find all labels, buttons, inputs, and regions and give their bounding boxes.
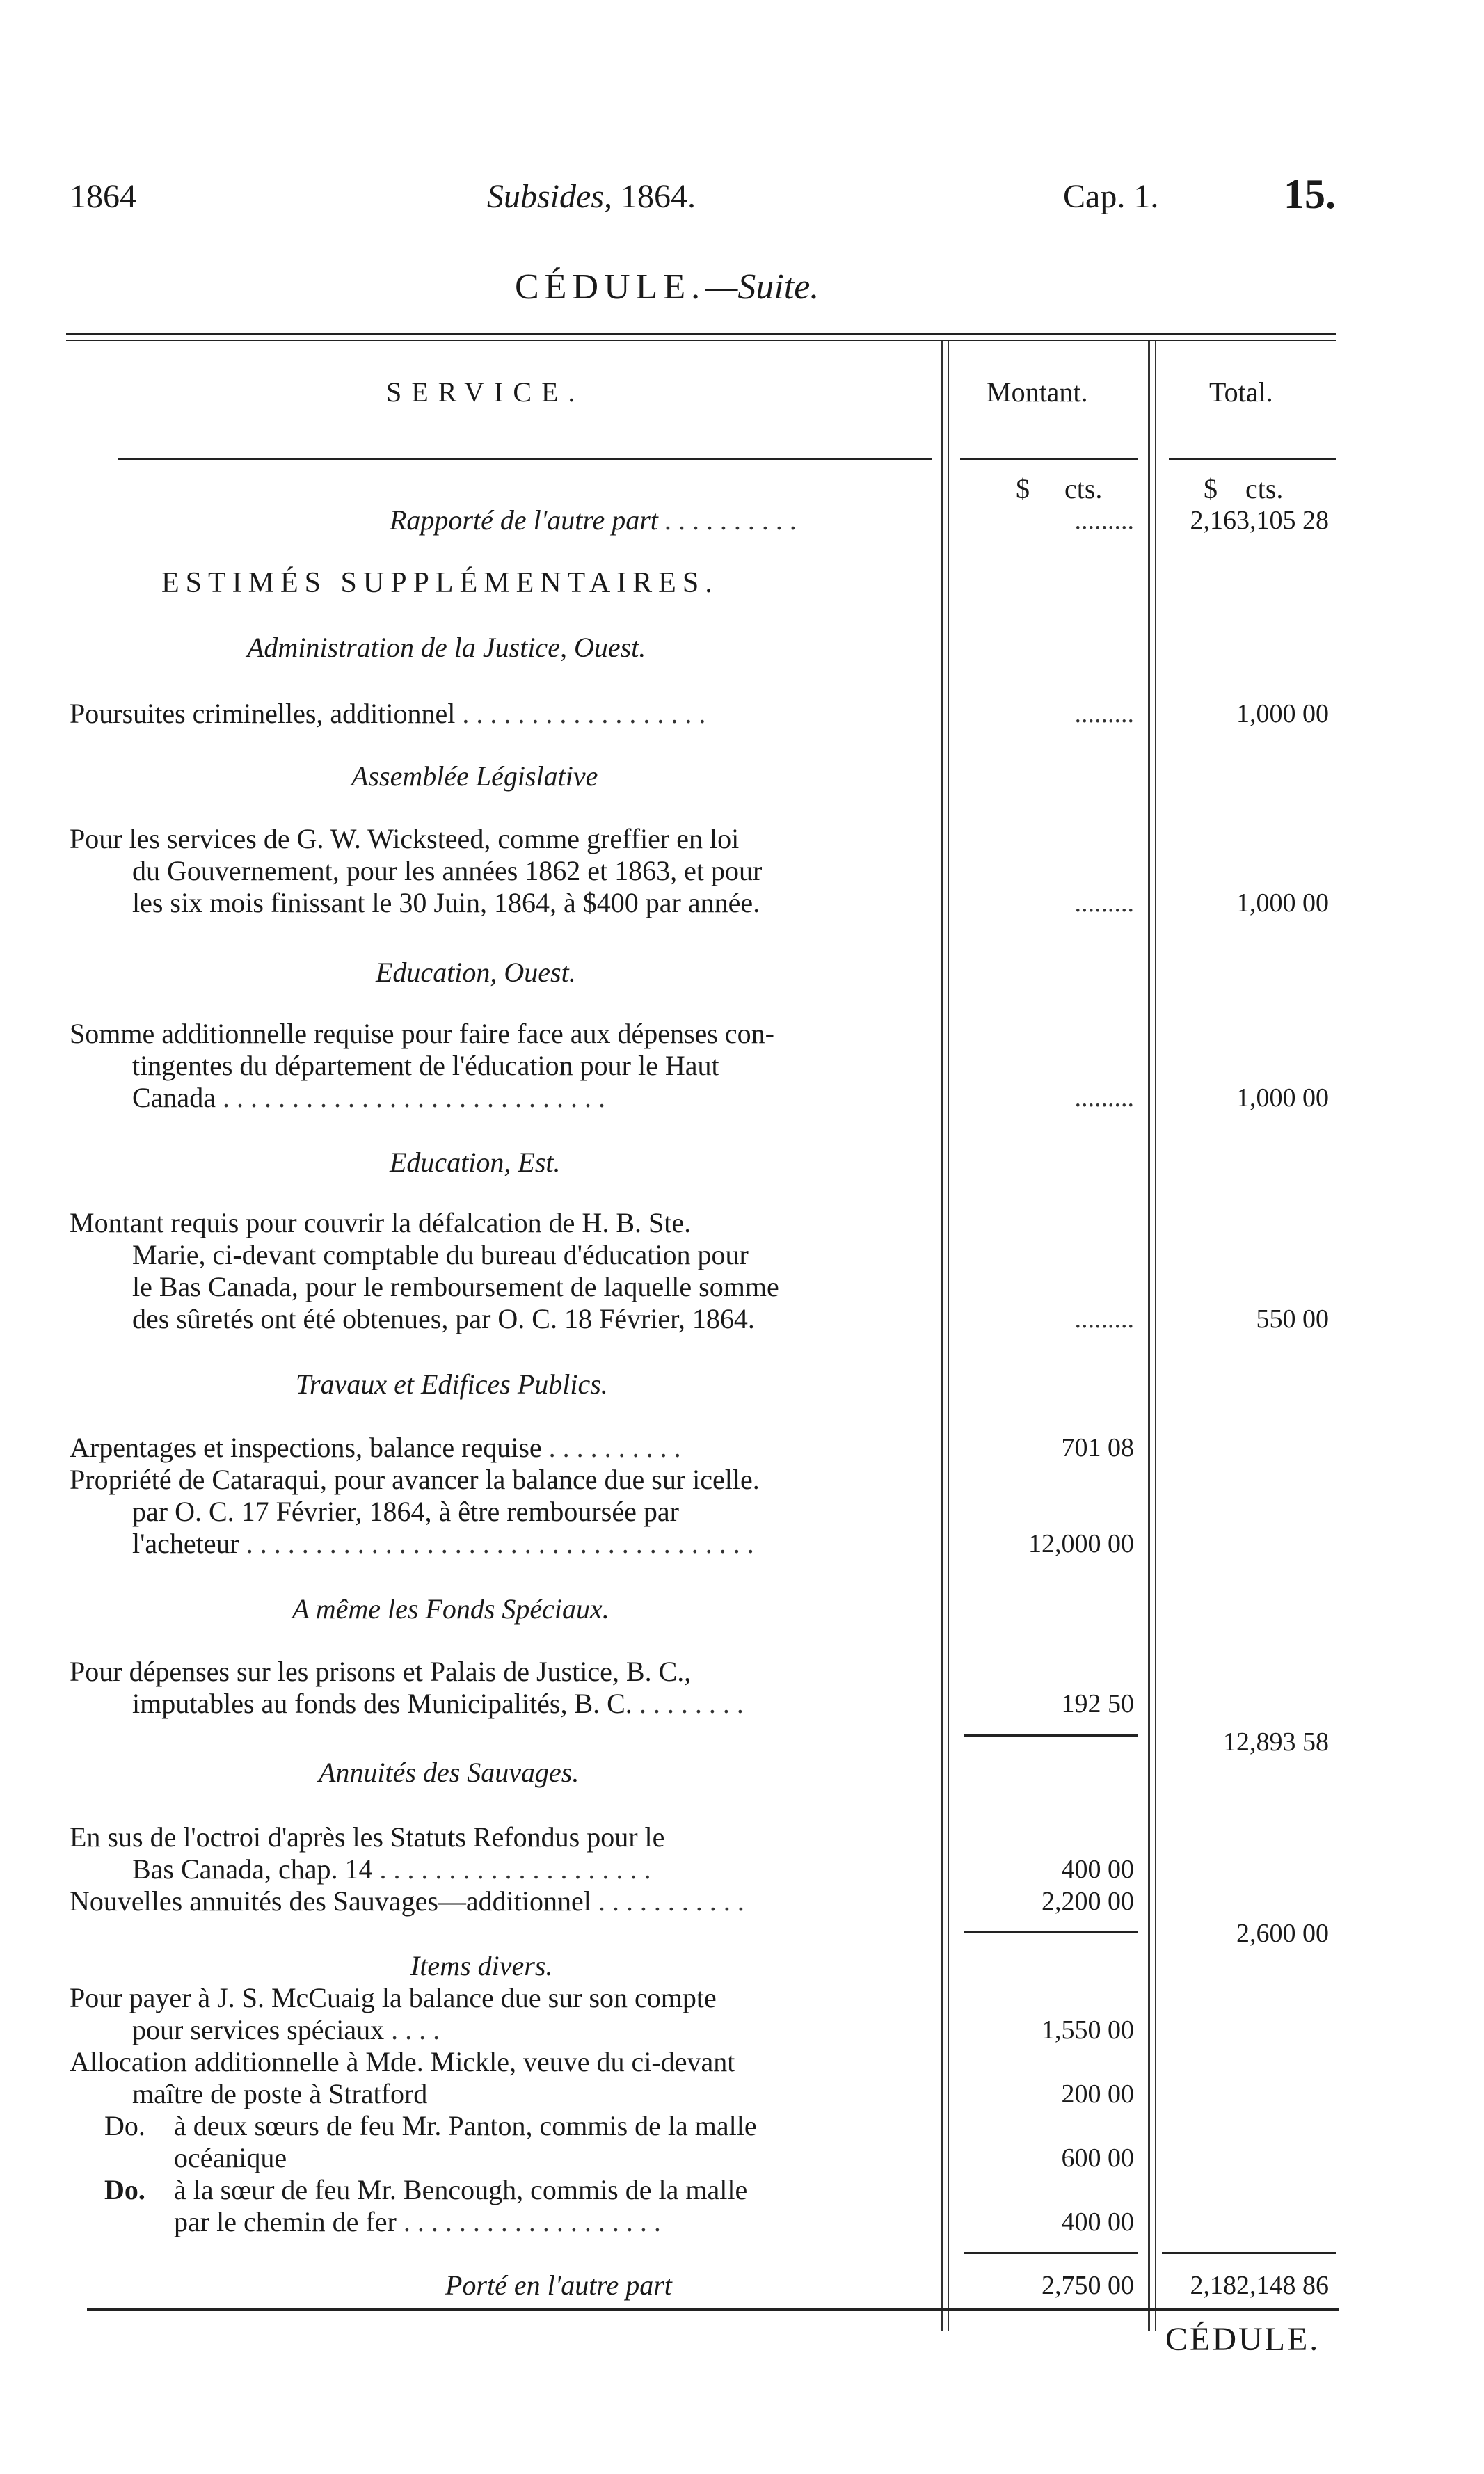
item-education-est (70, 1207, 779, 1335)
item-prisons (70, 1656, 744, 1720)
item-cataraqui (70, 1464, 760, 1560)
carried-forward-label: Porté en l'autre part (445, 2269, 672, 2301)
footer-catchword: CÉDULE. (1165, 2321, 1321, 2358)
running-title (487, 177, 696, 216)
item-prisons-line2-text: imputables au fonds des Municipalités, B. C. (132, 1688, 632, 1719)
column-divider-total-thin (1155, 341, 1156, 2331)
units-montant: $ cts. (1016, 473, 1103, 504)
item-education-est-total: 550 00 (1256, 1304, 1329, 1334)
item-octroi-line1: En sus de l'octroi d'après les Statuts Refondus pour le (70, 1821, 665, 1853)
item-education-est-line3: le Bas Canada, pour le remboursement de laquelle somme (132, 1271, 779, 1302)
item-wicksteed-line3: les six mois finissant le 30 Juin, 1864, à $400 par année. (132, 887, 760, 918)
item-education-ouest (70, 1018, 774, 1114)
running-title-year: 1864. (621, 178, 696, 215)
item-mccuaig-montant: 1,550 00 (1042, 2016, 1134, 2045)
table-top-rule-thin (66, 340, 1336, 341)
subtotal-annuites-total: 2,600 00 (1236, 1919, 1329, 1948)
item-education-est-line1: Montant requis pour couvrir la défalcation de H. B. Ste. (70, 1207, 692, 1238)
item-bencough-montant: 400 00 (1061, 2208, 1134, 2237)
section-heading-justice: Administration de la Justice, Ouest. (247, 632, 646, 663)
column-divider-service-thin (948, 341, 949, 2331)
item-bencough (104, 2174, 747, 2238)
item-wicksteed-montant: ......... (1074, 888, 1134, 918)
column-divider-total (1148, 341, 1150, 2331)
section-heading-items-divers: Items divers. (410, 1950, 553, 1981)
header-bottom-rule-total (1169, 458, 1336, 460)
item-cataraqui-line1: Propriété de Cataraqui, pour avancer la balance due sur icelle. (70, 1464, 760, 1495)
header-bottom-rule-service (118, 458, 932, 460)
item-octroi (70, 1821, 664, 1885)
item-mccuaig-line1: Pour payer à J. S. McCuaig la balance due sur son compte (70, 1982, 717, 2013)
item-cataraqui-line3: l'acheteur . . . . . . . . . . . . . . . . . . . . . . . . . . . . . . . . . . . . . (132, 1528, 754, 1559)
item-panton-montant: 600 00 (1061, 2144, 1134, 2173)
carried-rule-total (1162, 2252, 1336, 2254)
subtotal-rule-fonds (964, 1734, 1138, 1737)
item-bencough-line1-text: à la sœur de feu Mr. Bencough, commis de la malle (174, 2174, 748, 2205)
item-education-ouest-line2: tingentes du département de l'éducation pour le Haut (132, 1050, 719, 1081)
header-bottom-rule-montant (960, 458, 1138, 460)
cedule-word: CÉDULE. (515, 267, 706, 307)
chapter-label: Cap. 1. (1063, 178, 1159, 215)
item-education-ouest-montant: ......... (1074, 1083, 1134, 1112)
cedule-suite: —Suite. (705, 267, 820, 307)
column-divider-service (941, 341, 943, 2331)
carried-forward-total: 2,182,148 86 (1190, 2271, 1329, 2300)
running-year: 1864 (70, 178, 136, 215)
item-poursuites-total: 1,000 00 (1236, 699, 1329, 728)
item-mickle-montant: 200 00 (1061, 2080, 1134, 2109)
item-education-est-line2: Marie, ci-devant comptable du bureau d'éducation pour (132, 1239, 749, 1270)
item-panton-line1 (104, 2110, 757, 2142)
column-head-total: Total. (1209, 376, 1273, 408)
item-cataraqui-line3-text: l'acheteur (132, 1528, 239, 1559)
subtotal-fonds-total: 12,893 58 (1223, 1727, 1329, 1757)
table-top-rule (66, 333, 1336, 335)
item-poursuites: Poursuites criminelles, additionnel . . . . . . . . . . . . . . . . . . (70, 698, 706, 729)
column-head-service: SERVICE. (386, 376, 585, 408)
item-mccuaig (70, 1982, 717, 2046)
section-heading-fonds-speciaux: A même les Fonds Spéciaux. (292, 1593, 609, 1625)
item-bencough-line2-text: par le chemin de fer (174, 2206, 397, 2237)
item-nouvelles-annuites: Nouvelles annuités des Sauvages—additionnel . . . . . . . . . . . (70, 1885, 744, 1917)
item-mickle-line2: maître de poste à Stratford (132, 2078, 428, 2109)
section-heading-education-est: Education, Est. (390, 1147, 561, 1178)
carried-forward-montant: 2,750 00 (1042, 2271, 1134, 2300)
item-poursuites-montant: ......... (1074, 699, 1134, 728)
item-education-ouest-line3: Canada . . . . . . . . . . . . . . . . . . . . . . . . . . . . (132, 1082, 605, 1113)
item-mickle-line1: Allocation additionnelle à Mde. Mickle, veuve du ci-devant (70, 2046, 735, 2077)
item-wicksteed-line2: du Gouvernement, pour les années 1862 et 1863, et pour (132, 855, 763, 886)
subtotal-rule-annuites (964, 1931, 1138, 1933)
item-arpentages-montant: 701 08 (1061, 1433, 1134, 1462)
section-heading-annuites: Annuités des Sauvages. (319, 1757, 580, 1788)
item-wicksteed-line1: Pour les services de G. W. Wicksteed, comme greffier en loi (70, 823, 740, 854)
item-education-ouest-line3-text: Canada (132, 1082, 216, 1113)
item-prisons-line2: imputables au fonds des Municipalités, B. C. . . . . . . . . (132, 1688, 744, 1719)
brought-forward-label: Rapporté de l'autre part . . . . . . . . . . (390, 504, 797, 536)
item-education-est-line4: des sûretés ont été obtenues, par O. C. 18 Février, 1864. (132, 1303, 755, 1334)
table-bottom-rule (87, 2308, 1339, 2311)
item-cataraqui-montant: 12,000 00 (1028, 1529, 1134, 1558)
item-education-ouest-line1: Somme additionnelle requise pour faire face aux dépenses con- (70, 1018, 774, 1049)
item-mccuaig-line2: pour services spéciaux . . . . (132, 2014, 440, 2045)
brought-forward-total: 2,163,105 28 (1190, 506, 1329, 535)
item-prisons-montant: 192 50 (1061, 1689, 1134, 1718)
item-panton-line1-text: à deux sœurs de feu Mr. Panton, commis de la malle (174, 2110, 757, 2141)
page-number: 15. (1284, 171, 1336, 217)
carried-rule-montant (964, 2252, 1138, 2254)
item-arpentages: Arpentages et inspections, balance requise . . . . . . . . . . (70, 1432, 681, 1463)
brought-forward-montant: ......... (1074, 506, 1134, 535)
brought-forward-text: Rapporté de l'autre part (390, 504, 658, 536)
item-nouvelles-annuites-montant: 2,200 00 (1042, 1887, 1134, 1916)
item-cataraqui-line2: par O. C. 17 Février, 1864, à être remboursée par (132, 1496, 679, 1527)
item-octroi-montant: 400 00 (1061, 1855, 1134, 1884)
cedule-title (515, 266, 819, 308)
item-octroi-line2-text: Bas Canada, chap. 14 (132, 1853, 373, 1885)
section-heading-education-ouest: Education, Ouest. (376, 957, 576, 988)
item-panton-line2: océanique (174, 2142, 287, 2173)
item-wicksteed (70, 823, 762, 919)
item-nouvelles-annuites-text: Nouvelles annuités des Sauvages—additionnel (70, 1885, 591, 1917)
section-heading-assemblee: Assemblée Législative (351, 760, 598, 792)
section-title: ESTIMÉS SUPPLÉMENTAIRES. (161, 567, 719, 599)
item-mccuaig-line2-text: pour services spéciaux (132, 2014, 385, 2045)
item-wicksteed-total: 1,000 00 (1236, 888, 1329, 918)
item-arpentages-text: Arpentages et inspections, balance requise (70, 1432, 542, 1463)
item-panton-prefix: Do. (104, 2110, 145, 2141)
item-mickle (70, 2046, 735, 2110)
item-education-ouest-total: 1,000 00 (1236, 1083, 1329, 1112)
item-panton (104, 2110, 757, 2174)
item-bencough-line1 (104, 2174, 747, 2206)
column-head-montant: Montant. (987, 376, 1088, 408)
item-poursuites-text: Poursuites criminelles, additionnel (70, 698, 456, 729)
running-title-word: Subsides, (487, 178, 612, 215)
item-prisons-line1: Pour dépenses sur les prisons et Palais de Justice, B. C., (70, 1656, 692, 1687)
item-bencough-line2: par le chemin de fer . . . . . . . . . . . . . . . . . . . (174, 2206, 661, 2237)
item-education-est-montant: ......... (1074, 1304, 1134, 1334)
item-bencough-prefix: Do. (104, 2174, 145, 2205)
units-total: $ cts. (1204, 473, 1284, 504)
item-octroi-line2: Bas Canada, chap. 14 . . . . . . . . . . . . . . . . . . . . (132, 1853, 651, 1885)
section-heading-travaux: Travaux et Edifices Publics. (296, 1368, 608, 1400)
